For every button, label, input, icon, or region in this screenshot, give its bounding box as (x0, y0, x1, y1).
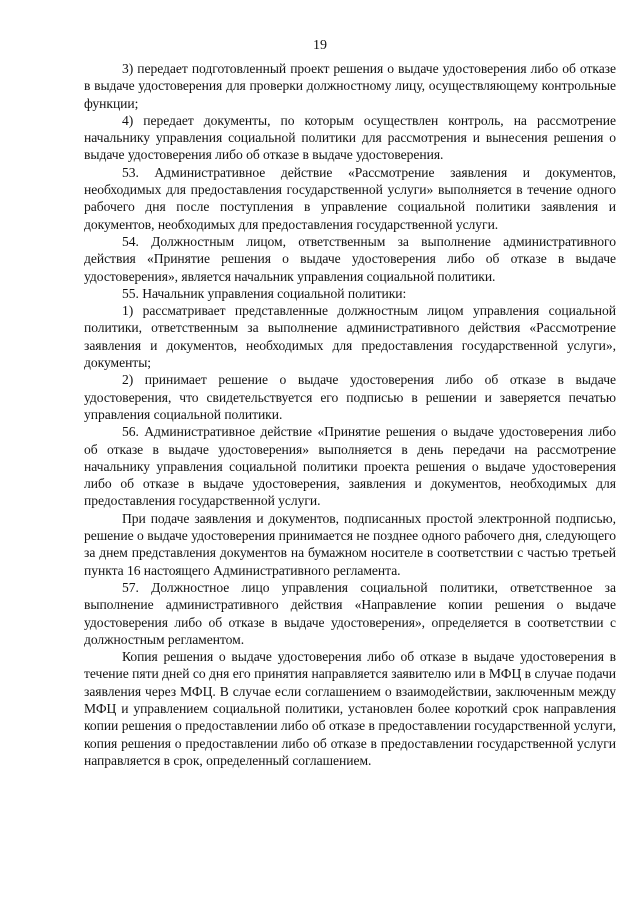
paragraph-53: 53. Административное действие «Рассмотрение заявления и документов, необходимых для предоставления государственной услуги» выполняется в течение одного рабочего дня после поступления в управление социальной политики заявления и документов, необходимых для предоставления государственной услуги. (84, 164, 616, 232)
paragraph-item-3: 3) передает подготовленный проект решения о выдаче удостоверения либо об отказе в выдаче удостоверения для проверки должностному лицу, осуществляющему контрольные функции; (84, 61, 616, 111)
page-number: 19 (313, 38, 327, 53)
paragraph-56: 56. Административное действие «Принятие решения о выдаче удостоверения либо об отказе в выдаче удостоверения» выполняется в день передачи на рассмотрение начальнику управления социальной политики проекта решения о выдаче удостоверения либо об отказе в выдаче удостоверения, заявления и документов, необходимых для предоставления государственной услуги. (84, 424, 616, 509)
paragraph-54: 54. Должностным лицом, ответственным за выполнение административного действия «Принятие решения о выдаче удостоверения либо об отказе в выдаче удостоверения», является начальник управления социальной политики. (84, 233, 616, 284)
document-body (84, 60, 616, 769)
paragraph-57: 57. Должностное лицо управления социальной политики, ответственное за выполнение административного действия «Направление копии решения о выдаче удостоверения либо об отказе в выдаче удостоверения», определяется в соответствии с должностным регламентом. (84, 579, 616, 647)
paragraph-55-item-2: 2) принимает решение о выдаче удостоверения либо об отказе в выдаче удостоверения, что свидетельствуется его подписью в решении и заверяется печатью управления социальной политики. (84, 372, 616, 422)
paragraph-item-4: 4) передает документы, по которым осуществлен контроль, на рассмотрение начальнику управления социальной политики для рассмотрения и вынесения решения о выдаче удостоверения либо об отказе в выдаче удостоверения. (84, 112, 616, 163)
paragraph-55: 55. Начальник управления социальной политики: (122, 285, 407, 301)
paragraph-57-copy-of-decision: Копия решения о выдаче удостоверения либо об отказе в выдаче удостоверения в течение пяти дней со дня его принятия направляется заявителю или в МФЦ в случае подачи заявления через МФЦ. В случае если соглашением о взаимодействии, заключенным между МФЦ и управлением социальной политики, установлен более короткий срок направления копии решения о предоставлении либо об отказе в предоставлении государственной услуги, копия решения о предоставлении либо об отказе в предоставлении государственной услуги направляется в срок, определенный соглашением. (84, 649, 616, 768)
paragraph-55-item-1: 1) рассматривает представленные должностным лицом управления социальной политики, ответственным за выполнение административного действия «Рассмотрение заявления и документов, необходимых для предоставления государственной услуги», документы; (84, 303, 616, 371)
paragraph-56-electronic-signature: При подаче заявления и документов, подписанных простой электронной подписью, решение о выдаче удостоверения принимается не позднее одного рабочего дня, следующего за днем представления документов на бумажном носителе в соответствии с частью третьей пункта 16 настоящего Административного регламента. (84, 510, 616, 578)
